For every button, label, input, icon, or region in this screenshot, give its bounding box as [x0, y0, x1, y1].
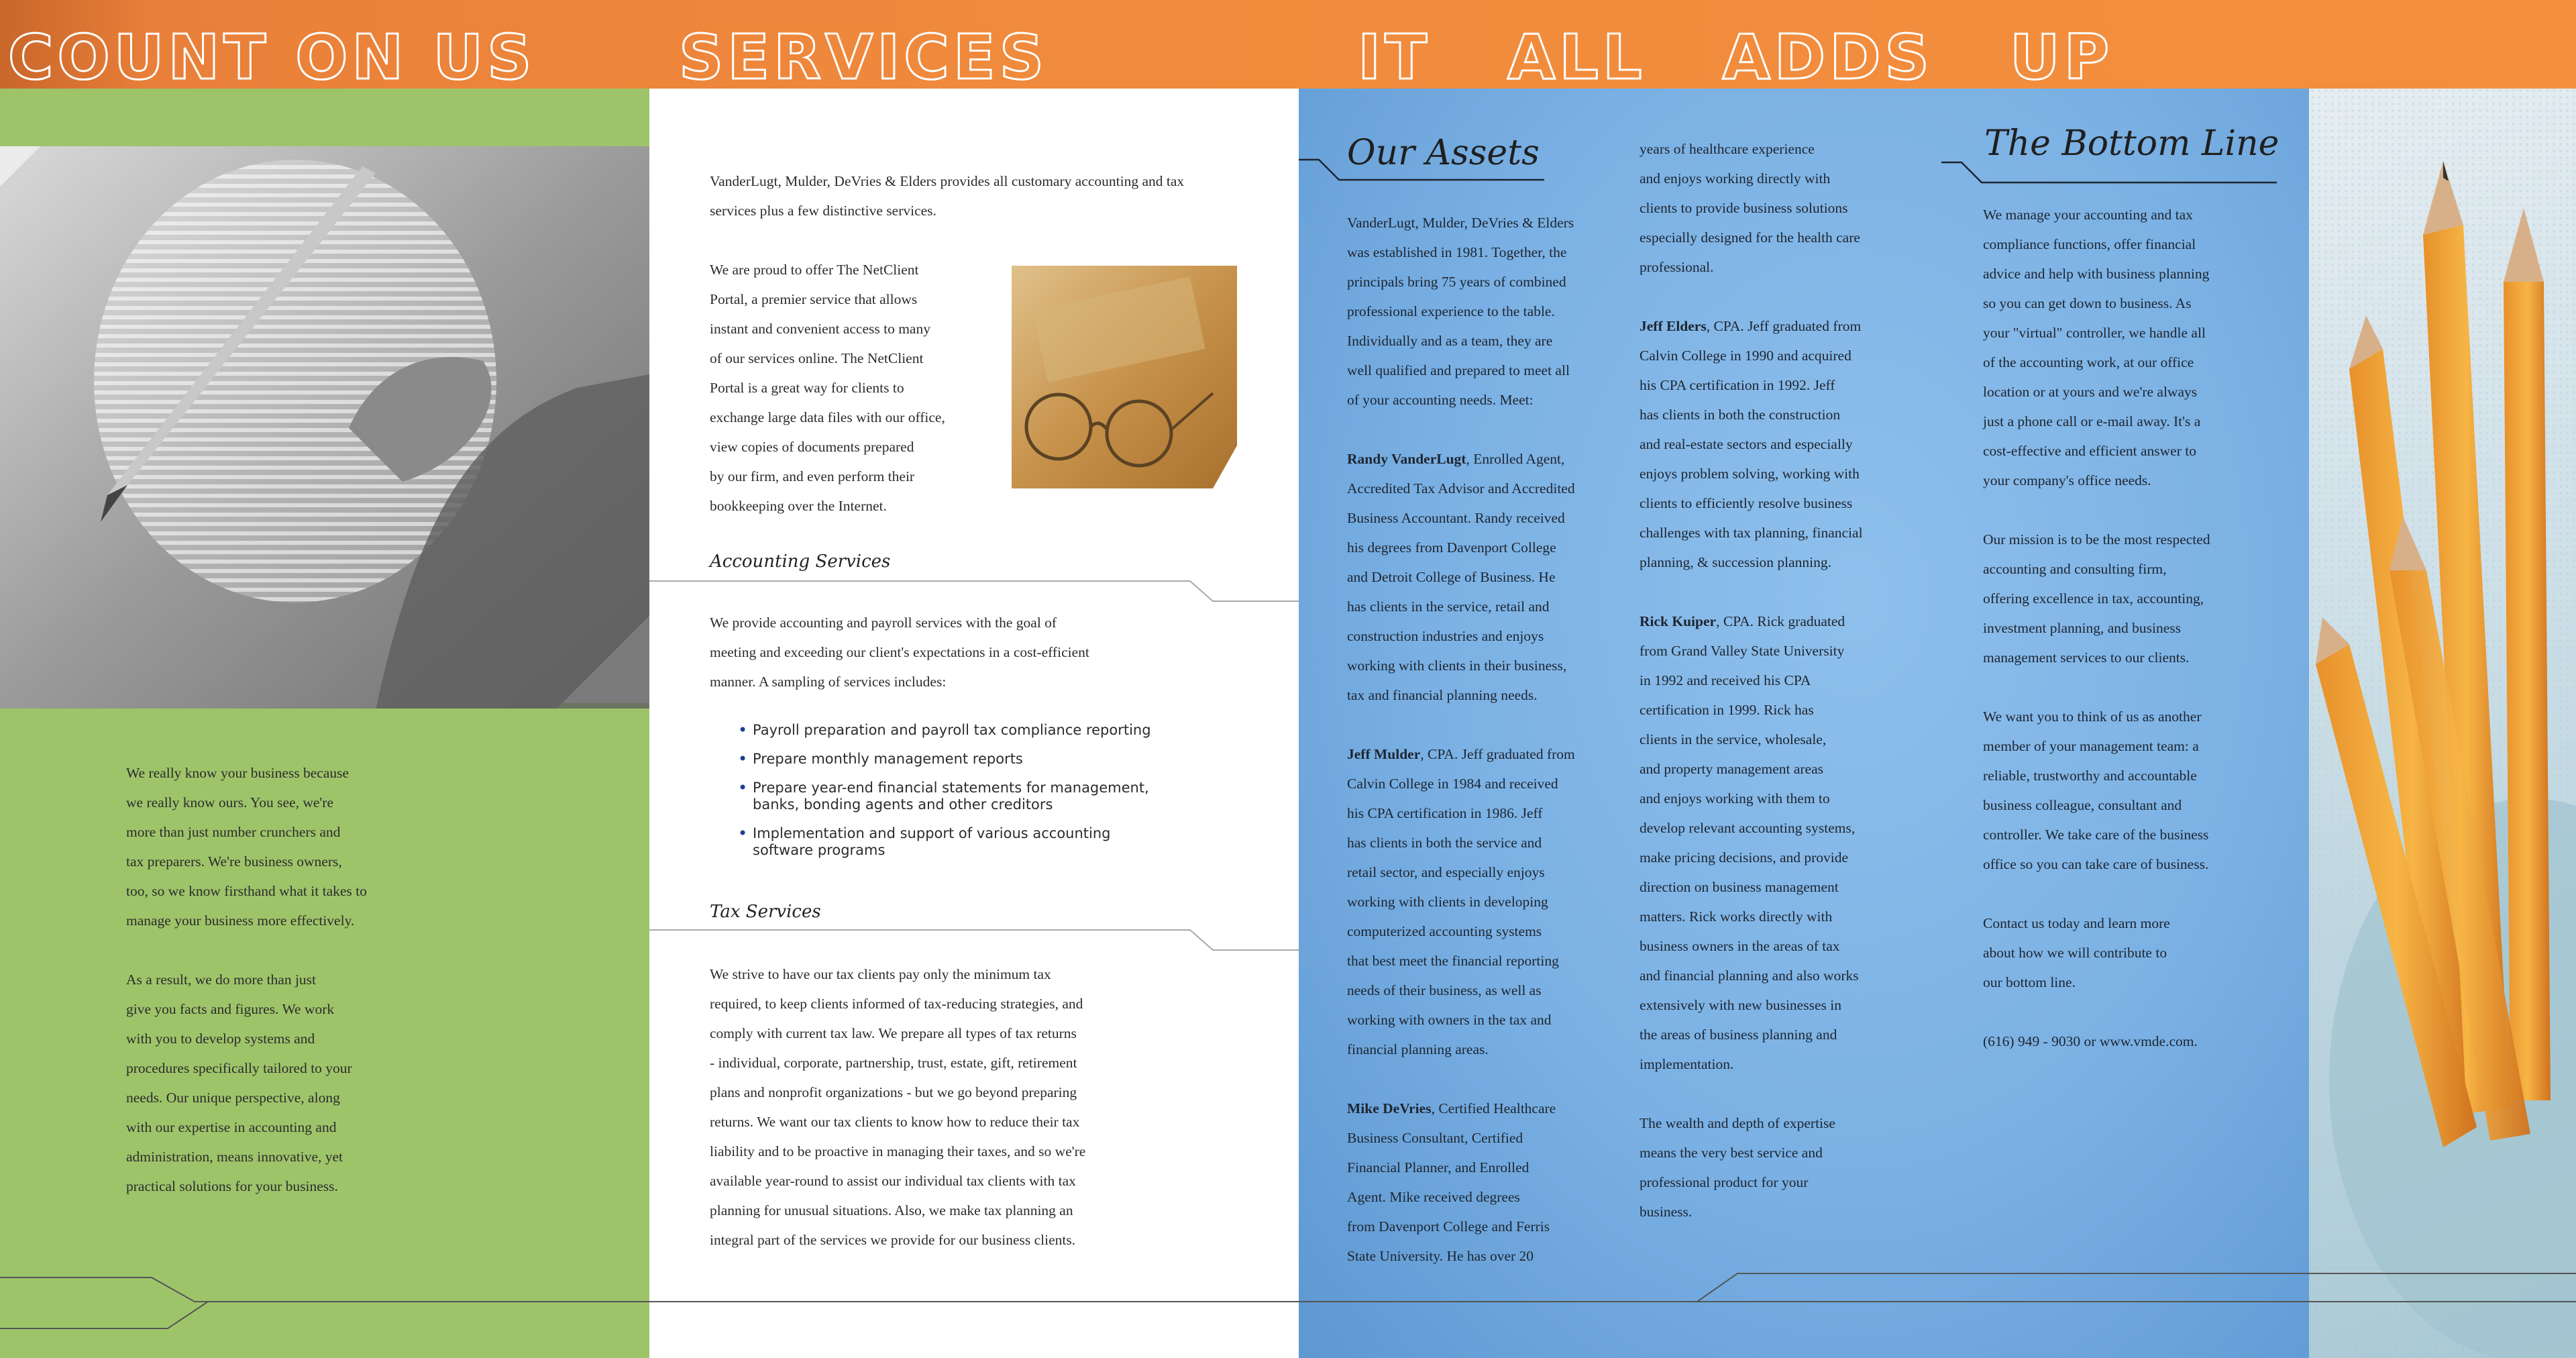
contact-line: (616) 949 - 9030 or www.vmde.com. [1983, 1033, 2198, 1049]
our-assets-underline [1299, 156, 1554, 182]
list-item: • Implementation and support of various accounting software programs [738, 825, 1208, 859]
mike-devries-bio-continued: years of healthcare experience and enjoys working directly with clients to provide business solutions especially designed for the health care professional. [1640, 141, 1860, 275]
mike-devries-bio: Mike DeVries, Certified Healthcare Business Consultant, Certified Financial Planner, and Enrolled Agent. Mike received degrees from Davenport College and Ferris State University. He has over 20 [1347, 1100, 1556, 1264]
netclient-text: We are proud to offer The NetClient Portal, a premier service that allows instant and convenient access to many of our services online. The NetClient Portal is a great way for clients to exchange large data files with our office, view copies of documents prepared by our firm, and even perform their bookkeeping over the Internet. [710, 262, 945, 514]
bottom-line-paragraph-2: Our mission is to be the most respected accounting and consulting firm, offering excellence in tax, accounting, investment planning, and business management services to our clients. [1983, 531, 2210, 666]
tax-divider [649, 926, 1299, 953]
pencils-icon [2309, 60, 2576, 1358]
assets-closing: The wealth and depth of expertise means the very best service and professional product for your business. [1640, 1115, 1835, 1220]
bottom-line-text [1983, 200, 2292, 1086]
tax-services-text: We strive to have our tax clients pay only the minimum tax required, to keep clients informed of tax-reducing strategies, and comply with current tax law. We prepare all types of tax returns - individual, corporate, partnership, trust, estate, gift, retirement plans and nonprofit organizations - but we go beyond preparing returns. We want our tax clients to know how to reduce their tax liability and to be proactive in managing their taxes, and so we're available year-round to assist our individual tax clients with tax planning for unusual situations. Also, we make tax planning an integral part of the services we provide for our business clients. [710, 966, 1086, 1248]
left-paragraph-1: We really know your business because we really know ours. You see, we're more than just number crunchers and tax preparers. We're business owners, too, so we know firsthand what it takes to manage your business more effectively. [126, 765, 367, 929]
jeff-elders-name: Jeff Elders [1640, 318, 1707, 334]
accounting-services-list [738, 722, 1208, 871]
assets-column-2 [1640, 134, 1935, 1256]
list-item: • Payroll preparation and payroll tax compliance reporting [738, 722, 1208, 739]
money-and-glasses-icon [1012, 266, 1237, 488]
header-title-it-all-adds-up: IT ALL ADDS UP [1358, 27, 2114, 89]
hand-with-pen-icon [0, 146, 649, 709]
bottom-line-heading: The Bottom Line [1984, 123, 2279, 164]
accounting-services-text: We provide accounting and payroll services with the goal of meeting and exceeding our client's expectations in a cost-efficient manner. A sampling of services includes: [710, 615, 1089, 690]
randy-name: Randy VanderLugt [1347, 451, 1466, 467]
jeff-elders-bio: Jeff Elders, CPA. Jeff graduated from Calvin College in 1990 and acquired his CPA certification in 1992. Jeff has clients in both the construction and real-estate sectors and especially enjoys problem solving, working with clients to efficiently resolve business challenges with tax planning, financial planning, & succession planning. [1640, 318, 1863, 570]
rick-kuiper-name: Rick Kuiper [1640, 613, 1717, 629]
pencils-image [2309, 60, 2576, 1358]
bottom-line-underline [1939, 158, 2288, 185]
left-paragraph-2: As a result, we do more than just give you facts and figures. We work with you to develop systems and procedures specifically tailored to your needs. Our unique perspective, along with our expertise in accounting and administration, means innovative, yet practical solutions for your business. [126, 972, 352, 1194]
mike-devries-name: Mike DeVries [1347, 1100, 1432, 1116]
our-assets-heading: Our Assets [1347, 133, 1540, 173]
bottom-decorative-lines [0, 1261, 2576, 1342]
header-title-services: SERVICES [679, 27, 1049, 89]
jeff-mulder-name: Jeff Mulder [1347, 746, 1421, 762]
accounting-divider [649, 577, 1299, 604]
money-glasses-photo [1012, 266, 1237, 488]
rick-kuiper-bio: Rick Kuiper, CPA. Rick graduated from Grand Valley State University in 1992 and received his CPA certification in 1999. Rick has clients in the service, wholesale, and property management areas and enjoys working with them to develop relevant accounting systems, make pricing decisions, and provide direction on business management matters. Rick works directly with business owners in the areas of tax and financial planning and also works extensively with new businesses in the areas of business planning and implementation. [1640, 613, 1859, 1072]
assets-intro: VanderLugt, Mulder, DeVries & Elders was established in 1981. Together, the principals bring 75 years of combined professional experience to the table. Individually and as a team, they are well qualified and prepared to meet all of your accounting needs. Meet: [1347, 215, 1574, 408]
services-intro: VanderLugt, Mulder, DeVries & Elders provides all customary accounting and tax services plus a few distinctive services. [710, 173, 1185, 219]
header-title-count-on-us: COUNT ON US [8, 27, 536, 89]
list-item: • Prepare year-end financial statements for management, banks, bonding agents and other creditors [738, 780, 1208, 813]
hand-pen-photo [0, 146, 649, 709]
bottom-line-paragraph-4: Contact us today and learn more about how we will contribute to our bottom line. [1983, 915, 2170, 990]
assets-column-1 [1347, 208, 1635, 1300]
tax-services-heading: Tax Services [710, 902, 821, 922]
header-bar [0, 0, 2576, 89]
left-panel-text [126, 758, 502, 1231]
jeff-mulder-bio: Jeff Mulder, CPA. Jeff graduated from Calvin College in 1984 and received his CPA certification in 1986. Jeff has clients in both the service and retail sector, and especially enjoys working with clients in developing computerized accounting systems that best meet the financial reporting needs of their business, as well as working with owners in the tax and financial planning areas. [1347, 746, 1575, 1057]
bottom-line-paragraph-1: We manage your accounting and tax compliance functions, offer financial advice and help with business planning so you can get down to business. As your "virtual" controller, we handle all of the accounting work, at our office location or at yours and we're always just a phone call or e-mail away. It's a cost-effective and efficient answer to your company's office needs. [1983, 207, 2210, 488]
list-item: • Prepare monthly management reports [738, 751, 1208, 768]
randy-bio: Randy VanderLugt, Enrolled Agent, Accredited Tax Advisor and Accredited Business Accountant. Randy received his degrees from Davenport College and Detroit College of Business. He has clients in the service, retail and construction industries and enjoys working with clients in their business, tax and financial planning needs. [1347, 451, 1575, 703]
accounting-services-heading: Accounting Services [710, 552, 891, 572]
bottom-line-paragraph-3: We want you to think of us as another member of your management team: a reliable, trustworthy and accountable business colleague, consultant and controller. We take care of the business office so you can take care of business. [1983, 709, 2209, 872]
